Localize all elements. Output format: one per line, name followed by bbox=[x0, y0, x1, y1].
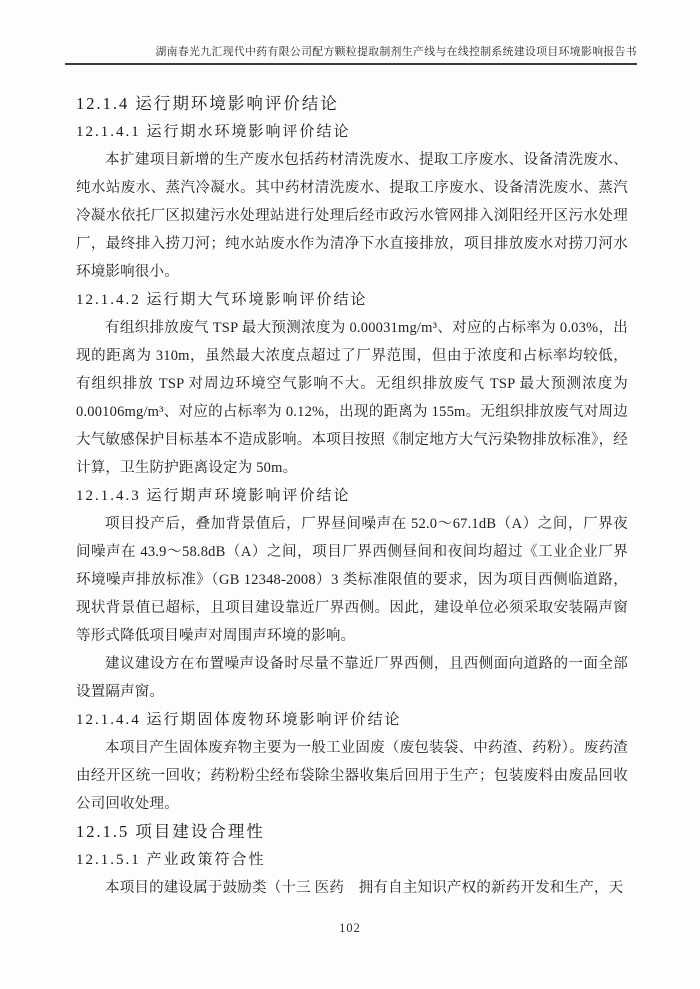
heading-12-1-4-2: 12.1.4.2 运行期大气环境影响评价结论 bbox=[76, 292, 368, 308]
para-air-conclusion: 有组织排放废气 TSP 最大预测浓度为 0.00031mg/m³、对应的占标率为 0.03%，出现的距离为 310m，虽然最大浓度点超过了厂界范围，但由于浓度和占标率均较低，有组织排放 TSP 对周边环境空气影响不大。无组织排放废气 TSP 最大预测浓度为 0.00106mg/m³、对应的占标率为 0.12%，出现的距离为 155m。无组织排放废气对周边大气敏感保护目标基本不造成影响。本项目按照《制定地方大气污染物排放标准》，经计算，卫生防护距离设定为 50m。 bbox=[76, 320, 628, 476]
para-noise-suggestion: 建议建设方在布置噪声设备时尽量不靠近厂界西侧，且西侧面向道路的一面全部设置隔声窗。 bbox=[76, 656, 628, 700]
header-title: 湖南春光九汇现代中药有限公司配方颗粒提取制剂生产线与在线控制系统建设项目环境影响报告书 bbox=[155, 46, 637, 58]
page-header bbox=[65, 44, 637, 65]
heading-12-1-5-1: 12.1.5.1 产业政策符合性 bbox=[76, 852, 266, 868]
page-number: 102 bbox=[339, 921, 361, 935]
heading-12-1-5: 12.1.5 项目建设合理性 bbox=[76, 822, 265, 841]
heading-12-1-4-3: 12.1.4.3 运行期声环境影响评价结论 bbox=[76, 488, 351, 504]
para-noise-conclusion: 项目投产后，叠加背景值后，厂界昼间噪声在 52.0～67.1dB（A）之间，厂界夜间噪声在 43.9～58.8dB（A）之间，项目厂界西侧昼间和夜间均超过《工业企业厂界环境噪声排放标准》（GB 12348-2008）3 类标准限值的要求，因为项目西侧临道路，现状背景值已超标，且项目建设靠近厂界西侧。因此，建设单位必须采取安装隔声窗等形式降低项目噪声对周围声环境的影响。 bbox=[76, 516, 628, 644]
heading-12-1-4-1: 12.1.4.1 运行期水环境影响评价结论 bbox=[76, 124, 351, 140]
heading-12-1-4-4: 12.1.4.4 运行期固体废物环境影响评价结论 bbox=[76, 712, 402, 728]
page-footer bbox=[0, 921, 700, 936]
para-industry-policy: 本项目的建设属于鼓励类（十三 医药 拥有自主知识产权的新药开发和生产，天 bbox=[105, 880, 624, 896]
para-water-conclusion: 本扩建项目新增的生产废水包括药材清洗废水、提取工序废水、设备清洗废水、纯水站废水、蒸汽冷凝水。其中药材清洗废水、提取工序废水、设备清洗废水、蒸汽冷凝水依托厂区拟建污水处理站进行处理后经市政污水管网排入浏阳经开区污水处理厂，最终排入捞刀河；纯水站废水作为清净下水直接排放，项目排放废水对捞刀河水环境影响很小。 bbox=[76, 152, 628, 280]
document-body bbox=[76, 90, 628, 902]
heading-12-1-4: 12.1.4 运行期环境影响评价结论 bbox=[76, 94, 339, 113]
para-solid-waste-conclusion: 本项目产生固体废弃物主要为一般工业固废（废包装袋、中药渣、药粉）。废药渣由经开区统一回收；药粉粉尘经布袋除尘器收集后回用于生产；包装废料由废品回收公司回收处理。 bbox=[76, 740, 628, 812]
